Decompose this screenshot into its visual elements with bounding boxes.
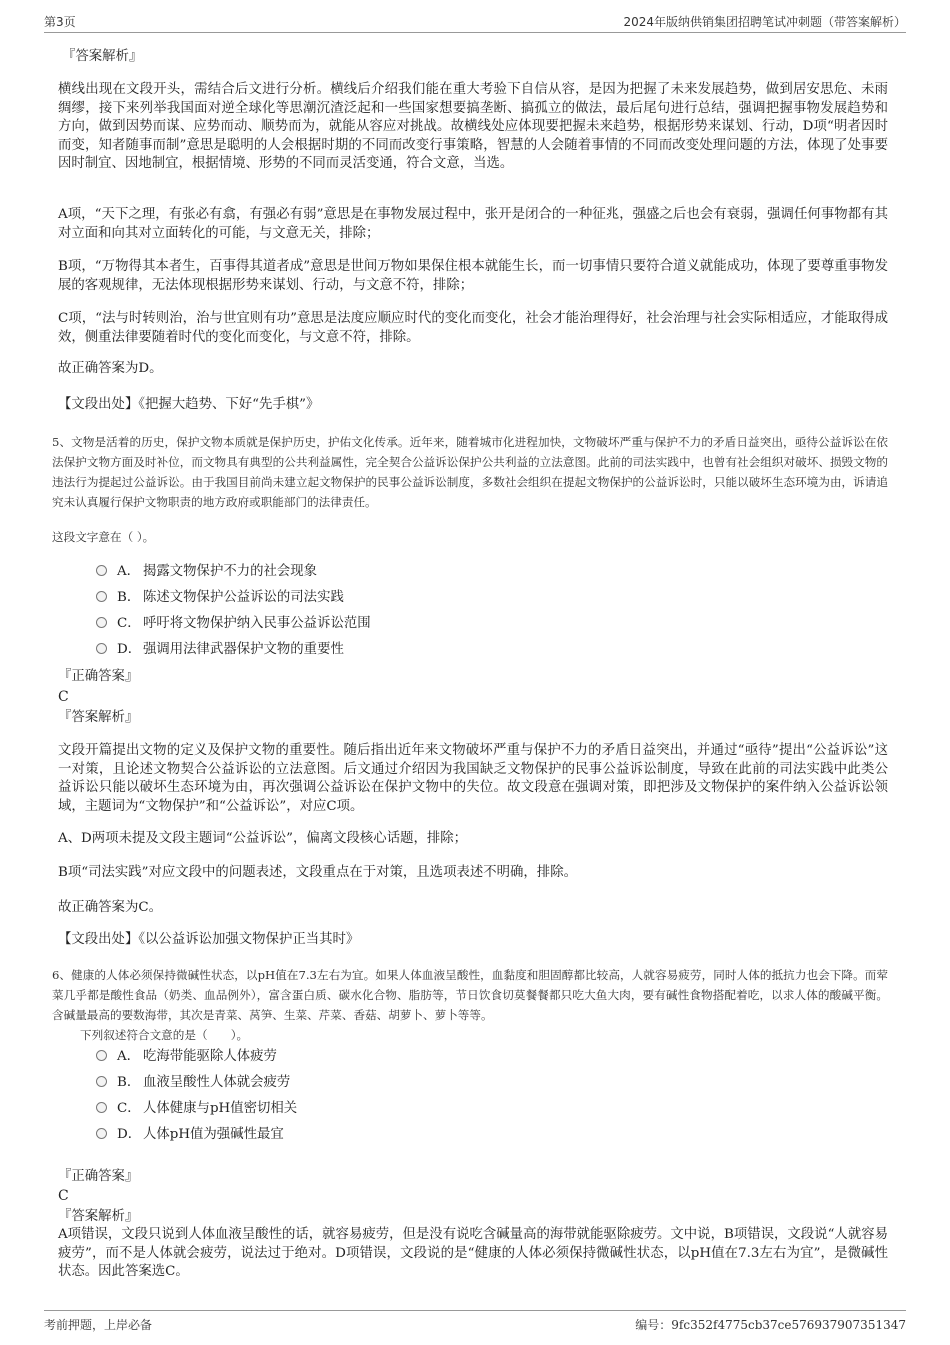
q6-option-b[interactable] bbox=[96, 1072, 290, 1094]
option-text: 血液呈酸性人体就会疲劳 bbox=[143, 1075, 291, 1090]
option-key: A． bbox=[117, 1049, 141, 1064]
q6-correct-answer: C bbox=[58, 1188, 69, 1204]
q5-analysis-p3: B项“司法实践”对应文段中的问题表述，文段重点在于对策，且选项表述不明确，排除。 bbox=[58, 865, 577, 880]
option-key: D． bbox=[117, 642, 142, 657]
q5-analysis-conclusion: 故正确答案为C。 bbox=[58, 900, 162, 915]
option-key: C． bbox=[117, 1101, 141, 1116]
radio-icon[interactable] bbox=[96, 565, 107, 576]
q6-analysis-label: 『答案解析』 bbox=[58, 1209, 139, 1224]
radio-icon[interactable] bbox=[96, 1076, 107, 1087]
q4-analysis-label: 『答案解析』 bbox=[62, 49, 143, 64]
option-text: 呼吁将文物保护纳入民事公益诉讼范围 bbox=[143, 616, 371, 631]
page-number: 第3页 bbox=[44, 15, 76, 29]
footer-slogan: 考前押题，上岸必备 bbox=[44, 1318, 153, 1332]
q5-option-a[interactable] bbox=[96, 561, 317, 583]
q5-source: 【文段出处】《以公益诉讼加强文物保护正当其时》 bbox=[58, 932, 360, 947]
option-key: B． bbox=[117, 590, 141, 605]
page-header bbox=[44, 10, 906, 33]
q4-analysis-p1: 横线出现在文段开头，需结合后文进行分析。横线后介绍我们能在重大考验下自信从容，是因为把握了未来发展趋势，做到居安思危、未雨绸缪，接下来列举我国面对逆全球化等思潮沉渣泛起和一些国家想要搞垄断、搞孤立的做法，最后尾句进行总结，强调把握事物发展趋势和方向，做到因势而谋、应势而动、顺势而为，就能从容应对挑战。故横线处应体现要把握未来趋势，根据形势来谋划、行动，D项“明者因时而变，知者随事而制”意思是聪明的人会根据时期的不同而改变行事策略，智慧的人会随着事情的不同而改变处理问题的方法，体现了处事要因时制宜、因地制宜，根据情境、形势的不同而灵活变通，符合文意，当选。 bbox=[58, 82, 888, 171]
radio-icon[interactable] bbox=[96, 591, 107, 602]
radio-icon[interactable] bbox=[96, 1050, 107, 1061]
q4-source: 【文段出处】《把握大趋势、下好“先手棋”》 bbox=[58, 397, 320, 412]
q6-analysis-p1: A项错误，文段只说到人体血液呈酸性的话，就容易疲劳，但是没有说吃含碱量高的海带就能驱除疲劳。文中说，B项错误，文段说“人就容易疲劳”，而不是人体就会疲劳，说法过于绝对。D项错误，文段说的是“健康的人体必须保持微碱性状态，以pH值在7.3左右为宜”，是微碱性状态。因此答案选C。 bbox=[58, 1227, 888, 1279]
q5-correct-label: 『正确答案』 bbox=[58, 669, 139, 684]
option-text: 吃海带能驱除人体疲劳 bbox=[143, 1049, 277, 1064]
radio-icon[interactable] bbox=[96, 617, 107, 628]
radio-icon[interactable] bbox=[96, 1128, 107, 1139]
option-key: B． bbox=[117, 1075, 141, 1090]
q6-passage: 6、健康的人体必须保持微碱性状态，以pH值在7.3左右为宜。如果人体血液呈酸性，血黏度和胆固醇都比较高，人就容易疲劳，同时人体的抵抗力也会下降。而荤菜几乎都是酸性食品（奶类、血品例外），富含蛋白质、碳水化合物、脂肪等，节日饮食切莫餐餐都只吃大鱼大肉，要有碱性食物搭配着吃，以求人体的酸碱平衡。含碱量最高的要数海带，其次是青菜、莴笋、生菜、芹菜、香菇、胡萝卜、萝卜等等。 bbox=[52, 968, 888, 1022]
q6-option-d[interactable] bbox=[96, 1124, 284, 1146]
q6-option-c[interactable] bbox=[96, 1098, 297, 1120]
option-text: 陈述文物保护公益诉讼的司法实践 bbox=[143, 590, 344, 605]
q5-option-d[interactable] bbox=[96, 639, 344, 661]
radio-icon[interactable] bbox=[96, 643, 107, 654]
option-key: A． bbox=[117, 564, 141, 579]
page-footer bbox=[44, 1310, 906, 1335]
q4-analysis-conclusion: 故正确答案为D。 bbox=[58, 361, 163, 376]
q4-analysis-p4: C项，“法与时转则治，治与世宜则有功”意思是法度应顺应时代的变化而变化，社会才能治理得好，社会治理与社会实际相适应，才能取得成效，侧重法律要随着时代的变化而变化，与文意不符，排除。 bbox=[58, 311, 888, 345]
option-text: 人体健康与pH值密切相关 bbox=[143, 1101, 298, 1116]
q6-stem: 下列叙述符合文意的是（ ）。 bbox=[80, 1028, 249, 1042]
q4-analysis-p2: A项，“天下之理，有张必有翕，有强必有弱”意思是在事物发展过程中，张开是闭合的一种征兆，强盛之后也会有衰弱，强调任何事物都有其对立面和向其对立面转化的可能，与文意无关，排除； bbox=[58, 207, 888, 241]
option-key: C． bbox=[117, 616, 141, 631]
option-key: D． bbox=[117, 1127, 142, 1142]
q5-passage: 5、文物是活着的历史，保护文物本质就是保护历史，护佑文化传承。近年来，随着城市化进程加快，文物破坏严重与保护不力的矛盾日益突出，亟待公益诉讼在依法保护文物方面及时补位，而文物具有典型的公共利益属性，完全契合公益诉讼保护公共利益的立法意图。此前的司法实践中，也曾有社会组织对破坏、损毁文物的违法行为提起过公益诉讼。由于我国目前尚未建立起文物保护的民事公益诉讼制度，多数社会组织在提起文物保护的公益诉讼时，只能以破坏生态环境为由，诉请追究未认真履行保护文物职责的地方政府或职能部门的法律责任。 bbox=[52, 435, 888, 509]
q5-option-b[interactable] bbox=[96, 587, 344, 609]
q5-analysis-p2: A、D两项未提及文段主题词“公益诉讼”，偏离文段核心话题，排除； bbox=[58, 831, 468, 846]
q4-analysis-p3: B项，“万物得其本者生，百事得其道者成”意思是世间万物如果保住根本就能生长，而一切事情只要符合道义就能成功，体现了要尊重事物发展的客观规律，无法体现根据形势来谋划、行动，与文意不符，排除； bbox=[58, 259, 888, 293]
q5-analysis-label: 『答案解析』 bbox=[58, 710, 139, 725]
q5-stem: 这段文字意在（ ）。 bbox=[52, 530, 155, 544]
q5-correct-answer: C bbox=[58, 689, 69, 705]
footer-serial: 编号：9fc352f4775cb37ce576937907351347 bbox=[635, 1318, 906, 1332]
radio-icon[interactable] bbox=[96, 1102, 107, 1113]
document-title: 2024年版纳供销集团招聘笔试冲刺题（带答案解析） bbox=[623, 15, 906, 29]
option-text: 人体pH值为强碱性最宜 bbox=[143, 1127, 284, 1142]
q5-analysis-p1: 文段开篇提出文物的定义及保护文物的重要性。随后指出近年来文物破坏严重与保护不力的矛盾日益突出，并通过“亟待”提出“公益诉讼”这一对策，且论述文物契合公益诉讼的立法意图。后文通过介绍因为我国缺乏文物保护的民事公益诉讼制度，导致在此前的司法实践中此类公益诉讼只能以破坏生态环境为由，再次强调公益诉讼在保护文物中的失位。故文段意在强调对策，即把涉及文物保护的案件纳入公益诉讼领域，主题词为“文物保护”和“公益诉讼”，对应C项。 bbox=[58, 743, 888, 814]
q6-option-a[interactable] bbox=[96, 1046, 277, 1068]
option-text: 强调用法律武器保护文物的重要性 bbox=[143, 642, 344, 657]
option-text: 揭露文物保护不力的社会现象 bbox=[143, 564, 318, 579]
q5-option-c[interactable] bbox=[96, 613, 371, 635]
q6-correct-label: 『正确答案』 bbox=[58, 1169, 139, 1184]
